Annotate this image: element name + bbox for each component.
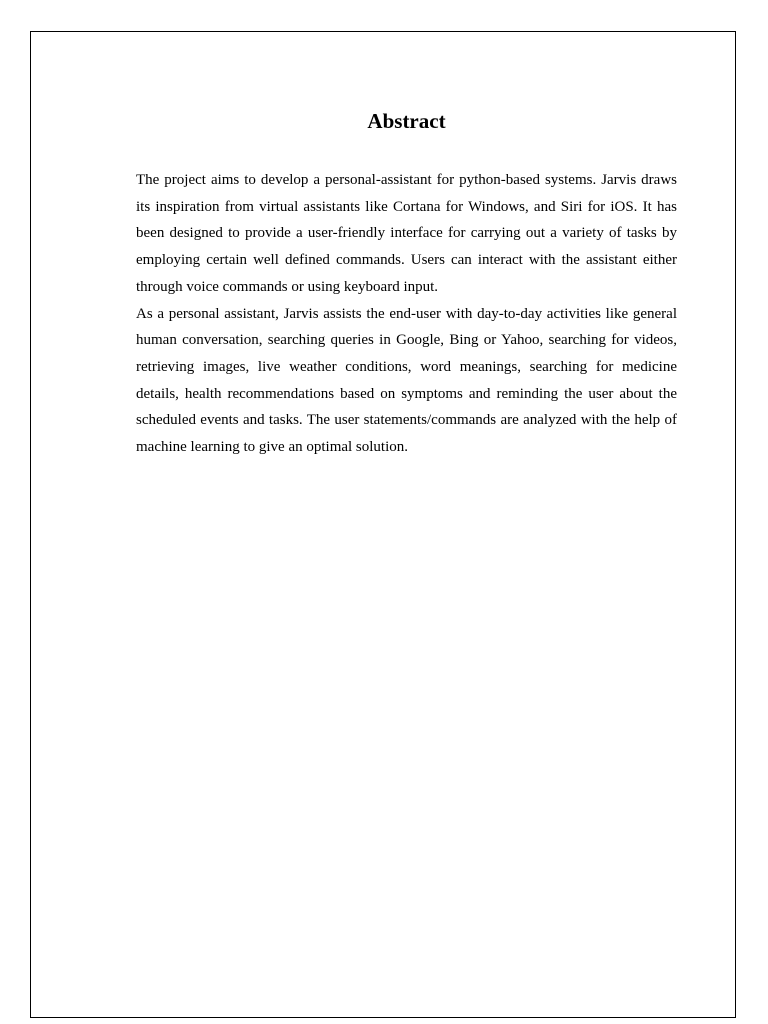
abstract-paragraph-1: The project aims to develop a personal-assistant for python-based systems. Jarvis draws its inspiration from virtual assistants like Cortana for Windows, and Siri for iOS. It has been designed to provide a user-friendly interface for carrying out a variety of tasks by employing certain well defined commands. Users can interact with the assistant either through voice commands or using keyboard input.: [136, 172, 677, 295]
abstract-section: [136, 106, 677, 461]
abstract-paragraph-2: As a personal assistant, Jarvis assists the end-user with day-to-day activities like general human conversation, searching queries in Google, Bing or Yahoo, searching for videos, retrieving images, live weather conditions, word meanings, searching for medicine details, health recommendations based on symptoms and reminding the user about the scheduled events and tasks. The user statements/commands are analyzed with the help of machine learning to give an optimal solution.: [136, 305, 677, 456]
abstract-title: Abstract: [367, 109, 446, 133]
